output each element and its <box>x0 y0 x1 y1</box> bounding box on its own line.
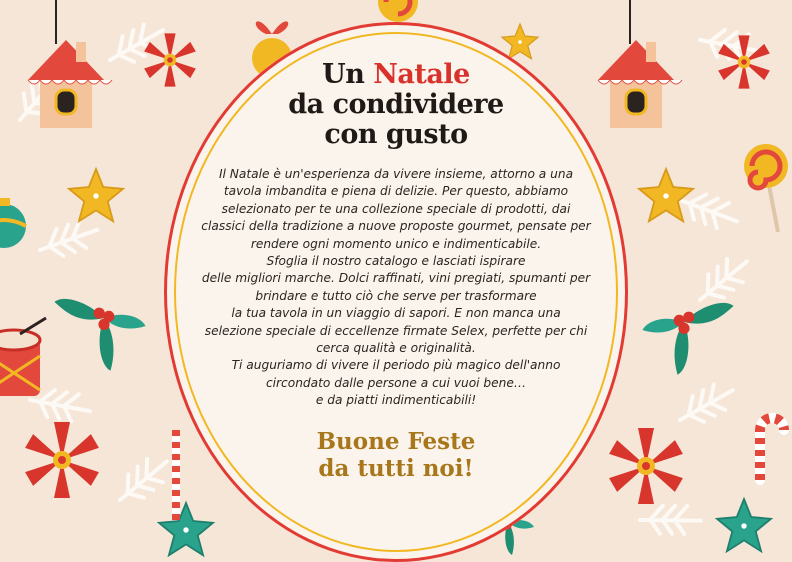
house-icon <box>598 40 682 128</box>
body-line: selezionato per te una collezione speciale di prodotti, dai <box>221 201 571 216</box>
holly-icon <box>54 299 145 371</box>
starfish-icon <box>717 499 771 551</box>
starfish-icon <box>639 169 693 221</box>
body-line: Ti auguriamo di vivere il periodo più magico dell'anno <box>231 358 561 373</box>
body-line: circondato dalle persone a cui vuoi bene… <box>265 375 527 390</box>
body-line: Il Natale è un'esperienza da vivere insieme, attorno a una <box>218 167 574 181</box>
body-line: la tua tavola in un viaggio di sapori. E non manca una <box>231 306 561 321</box>
body-line: selezione speciale di eccellenze firmate Selex, perfette per chi <box>204 323 588 338</box>
body-text <box>196 166 596 410</box>
body-line: classici della tradizione a nuove proposte gourmet, pensate per <box>201 219 591 234</box>
closing-greeting <box>196 428 596 482</box>
lollipop-icon <box>744 144 788 232</box>
lollipop-icon <box>378 0 418 22</box>
body-line: rendere ogni momento unico e indimenticabile. <box>250 236 542 251</box>
body-line: brindare e tutto ciò che serve per trasformare <box>255 288 537 303</box>
heading <box>196 60 596 150</box>
starfish-icon <box>502 24 538 59</box>
body-line: Sfoglia il nostro catalogo e lasciati ispirare <box>266 254 526 269</box>
starfish-icon <box>69 169 123 221</box>
body-line: cerca qualità e originalità. <box>316 341 476 356</box>
house-icon <box>28 40 112 128</box>
poinsettia-icon <box>144 33 196 86</box>
closing-line2: da tutti noi! <box>318 454 474 482</box>
candy-cane-icon <box>760 418 784 480</box>
ornament-icon <box>0 198 26 248</box>
body-line: delle migliori marche. Dolci raffinati, vini pregiati, spumanti per <box>201 271 591 286</box>
starfish-icon <box>159 503 213 555</box>
poinsettia-icon <box>25 422 99 498</box>
body-line: tavola imbandita e piena di delizie. Per questo, abbiamo <box>223 184 569 199</box>
holly-icon <box>642 303 733 375</box>
heading-line3: con gusto <box>324 119 468 150</box>
heading-line2: da condividere <box>288 89 504 120</box>
body-line: e da piatti indimenticabili! <box>315 393 477 408</box>
heading-line1-prefix: Un <box>322 59 374 90</box>
drum-icon <box>0 318 46 396</box>
poinsettia-icon <box>609 428 683 504</box>
heading-highlight: Natale <box>373 59 470 90</box>
card-content <box>196 60 596 482</box>
closing-line1: Buone Feste <box>316 427 476 455</box>
